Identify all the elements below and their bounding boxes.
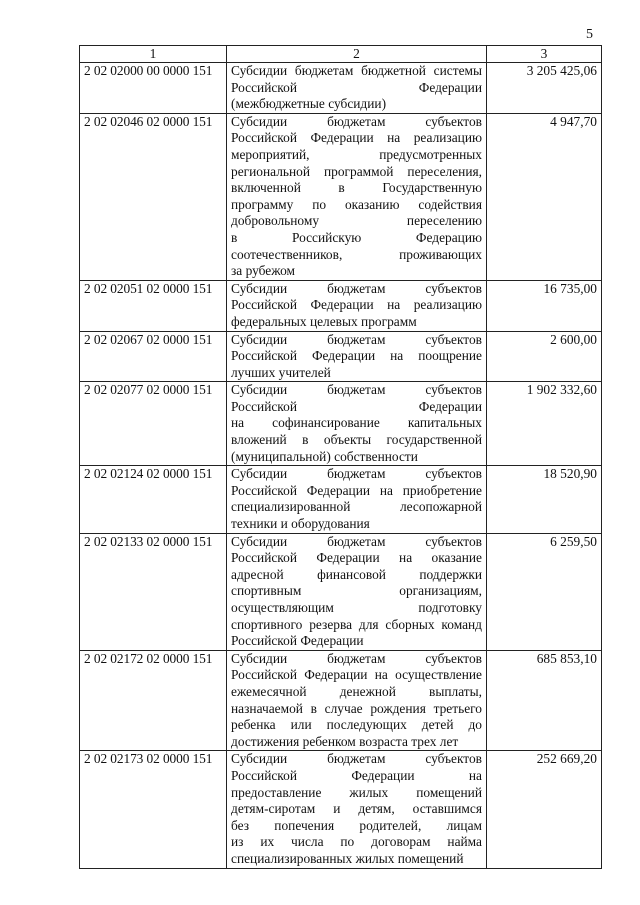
description-line: Российской Федерации	[231, 633, 364, 649]
description-line: Российской Федерации на реализацию	[231, 297, 482, 313]
table-row	[80, 751, 602, 868]
description-line: за рубежом	[231, 263, 296, 279]
description-line: детям-сиротам и детям, оставшимся	[231, 801, 482, 817]
amount-cell: 252 669,20	[487, 751, 602, 868]
description-line: ежемесячной денежной выплаты,	[231, 683, 482, 699]
description-line: лучших учителей	[231, 364, 331, 380]
table-row	[80, 331, 602, 382]
description-cell	[227, 382, 487, 466]
description-line: ребенка или последующих детей до	[231, 717, 482, 733]
description-line: в Российскую Федерацию	[231, 229, 482, 245]
description-cell	[227, 113, 487, 280]
description-line: региональной программой переселения,	[231, 163, 482, 179]
amount-cell: 4 947,70	[487, 113, 602, 280]
description-line: включенной в Государственную	[231, 180, 482, 196]
description-line: Субсидии бюджетам субъектов	[231, 466, 482, 482]
table-row	[80, 533, 602, 650]
description-line: добровольному переселению	[231, 213, 482, 229]
budget-code-cell: 2 02 02173 02 0000 151	[80, 751, 227, 868]
description-line: спортивным организациям,	[231, 583, 482, 599]
amount-cell: 685 853,10	[487, 650, 602, 751]
budget-code-cell: 2 02 02124 02 0000 151	[80, 466, 227, 533]
description-line: предоставление жилых помещений	[231, 784, 482, 800]
description-line: Российской Федерации	[231, 79, 482, 95]
description-cell	[227, 466, 487, 533]
description-cell	[227, 280, 487, 331]
description-cell	[227, 751, 487, 868]
description-line: Субсидии бюджетам субъектов	[231, 280, 482, 296]
description-cell	[227, 331, 487, 382]
description-line: Российской Федерации	[231, 398, 482, 414]
amount-cell: 1 902 332,60	[487, 382, 602, 466]
page-number: 5	[586, 27, 593, 42]
description-line: техники и оборудования	[231, 516, 370, 532]
description-cell	[227, 650, 487, 751]
table-row	[80, 650, 602, 751]
description-line: Российской Федерации на осуществление	[231, 667, 482, 683]
description-line: осуществляющим подготовку	[231, 600, 482, 615]
description-line: специализированной лесопожарной	[231, 499, 482, 515]
table-row	[80, 280, 602, 331]
description-line: мероприятий, предусмотренных	[231, 146, 482, 162]
description-line: вложений в объекты государственной	[231, 432, 482, 448]
description-line: Российской Федерации на оказание	[231, 550, 482, 566]
amount-cell: 16 735,00	[487, 280, 602, 331]
description-line: Субсидии бюджетам бюджетной системы	[231, 63, 482, 78]
table-row	[80, 466, 602, 533]
description-line: Субсидии бюджетам субъектов	[231, 650, 482, 666]
description-line: Субсидии бюджетам субъектов	[231, 751, 482, 767]
description-line: Российской Федерации на	[231, 767, 482, 783]
description-line: без попечения родителей, лицам	[231, 817, 482, 833]
description-line: на софинансирование капитальных	[231, 415, 482, 431]
table-row	[80, 63, 602, 114]
description-cell	[227, 533, 487, 650]
budget-code-cell: 2 02 02051 02 0000 151	[80, 280, 227, 331]
amount-cell: 3 205 425,06	[487, 63, 602, 114]
description-line: Субсидии бюджетам субъектов	[231, 113, 482, 129]
budget-code-cell: 2 02 02000 00 0000 151	[80, 63, 227, 114]
description-line: Субсидии бюджетам субъектов	[231, 382, 482, 398]
description-line: Субсидии бюджетам субъектов	[231, 331, 482, 347]
description-line: из их числа по договорам найма	[231, 834, 482, 850]
description-line: федеральных целевых программ	[231, 313, 417, 329]
description-line: назначаемой в случае рождения третьего	[231, 700, 482, 716]
budget-code-cell: 2 02 02133 02 0000 151	[80, 533, 227, 650]
description-line: программу по оказанию содействия	[231, 196, 482, 212]
amount-cell: 6 259,50	[487, 533, 602, 650]
column-header-1: 1	[80, 46, 227, 63]
description-line: Российской Федерации на приобретение	[231, 482, 482, 498]
table-header-row	[80, 46, 602, 63]
description-line: Российской Федерации на реализацию	[231, 130, 482, 146]
column-header-3: 3	[487, 46, 602, 63]
description-line: достижения ребенком возраста трех лет	[231, 733, 459, 749]
budget-code-cell: 2 02 02046 02 0000 151	[80, 113, 227, 280]
amount-cell: 2 600,00	[487, 331, 602, 382]
description-line: адресной финансовой поддержки	[231, 566, 482, 582]
description-line: специализированных жилых помещений	[231, 850, 464, 866]
amount-cell: 18 520,90	[487, 466, 602, 533]
description-line: соотечественников, проживающих	[231, 246, 482, 262]
description-line: (муниципальной) собственности	[231, 448, 418, 464]
budget-code-cell: 2 02 02067 02 0000 151	[80, 331, 227, 382]
description-line: (межбюджетные субсидии)	[231, 96, 387, 112]
table-row	[80, 382, 602, 466]
table-row	[80, 113, 602, 280]
budget-code-cell: 2 02 02172 02 0000 151	[80, 650, 227, 751]
description-line: спортивного резерва для сборных команд	[231, 616, 482, 632]
column-header-2: 2	[227, 46, 487, 63]
table-body	[80, 63, 602, 869]
budget-code-cell: 2 02 02077 02 0000 151	[80, 382, 227, 466]
description-cell	[227, 63, 487, 114]
description-line: Субсидии бюджетам субъектов	[231, 533, 482, 549]
description-line: Российской Федерации на поощрение	[231, 348, 482, 364]
budget-revenue-table	[79, 45, 602, 869]
